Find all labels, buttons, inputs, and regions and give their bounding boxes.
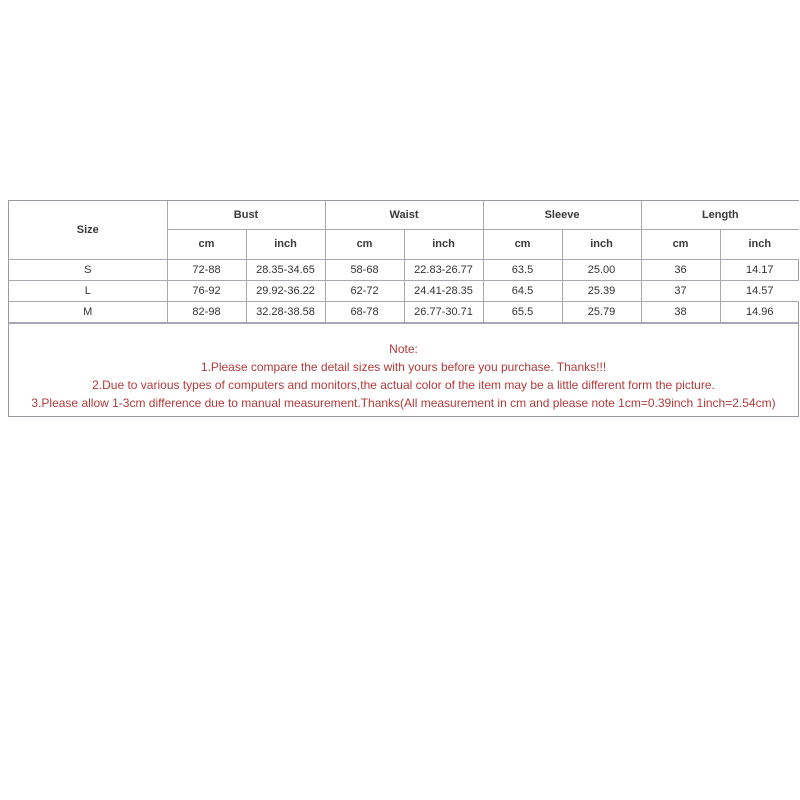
- size-cell: S: [9, 259, 167, 280]
- unit-header: inch: [720, 229, 799, 259]
- table-row: [9, 259, 799, 280]
- table-cell: 22.83-26.77: [404, 259, 483, 280]
- table-cell: 82-98: [167, 301, 246, 322]
- table-cell: 32.28-38.58: [246, 301, 325, 322]
- notes-section: [9, 323, 798, 412]
- table-cell: 14.57: [720, 280, 799, 301]
- table-row: [9, 280, 799, 301]
- group-header-sleeve: Sleeve: [483, 201, 641, 229]
- group-header-bust: Bust: [167, 201, 325, 229]
- group-header-waist: Waist: [325, 201, 483, 229]
- table-cell: 72-88: [167, 259, 246, 280]
- table-cell: 14.17: [720, 259, 799, 280]
- note-line: 1.Please compare the detail sizes with yours before you purchase. Thanks!!!: [200, 359, 607, 374]
- group-header-length: Length: [641, 201, 799, 229]
- table-cell: 28.35-34.65: [246, 259, 325, 280]
- note-line: 2.Due to various types of computers and monitors,the actual color of the item may be a little different form the picture.: [92, 377, 715, 392]
- table-cell: 64.5: [483, 280, 562, 301]
- note-line: 3.Please allow 1-3cm difference due to manual measurement.Thanks(All measurement in cm and please note 1cm=0.39inch 1inch=2.54cm): [31, 395, 776, 410]
- table-cell: 25.00: [562, 259, 641, 280]
- unit-header: cm: [167, 229, 246, 259]
- size-cell: M: [9, 301, 167, 322]
- table-cell: 37: [641, 280, 720, 301]
- unit-header: inch: [404, 229, 483, 259]
- table-cell: 36: [641, 259, 720, 280]
- size-chart: [8, 200, 799, 417]
- table-cell: 76-92: [167, 280, 246, 301]
- table-cell: 68-78: [325, 301, 404, 322]
- table-cell: 62-72: [325, 280, 404, 301]
- table-cell: 25.39: [562, 280, 641, 301]
- unit-header: cm: [641, 229, 720, 259]
- table-cell: 24.41-28.35: [404, 280, 483, 301]
- table-cell: 26.77-30.71: [404, 301, 483, 322]
- unit-header: inch: [562, 229, 641, 259]
- size-table: [9, 201, 799, 323]
- table-cell: 29.92-36.22: [246, 280, 325, 301]
- unit-header: cm: [325, 229, 404, 259]
- table-cell: 38: [641, 301, 720, 322]
- table-cell: 63.5: [483, 259, 562, 280]
- unit-header: cm: [483, 229, 562, 259]
- notes-title: Note:: [389, 341, 418, 356]
- table-cell: 58-68: [325, 259, 404, 280]
- header-row-groups: [9, 201, 799, 229]
- table-row: [9, 301, 799, 322]
- unit-header: inch: [246, 229, 325, 259]
- size-header: Size: [9, 201, 167, 259]
- table-cell: 25.79: [562, 301, 641, 322]
- size-cell: L: [9, 280, 167, 301]
- table-cell: 65.5: [483, 301, 562, 322]
- table-cell: 14.96: [720, 301, 799, 322]
